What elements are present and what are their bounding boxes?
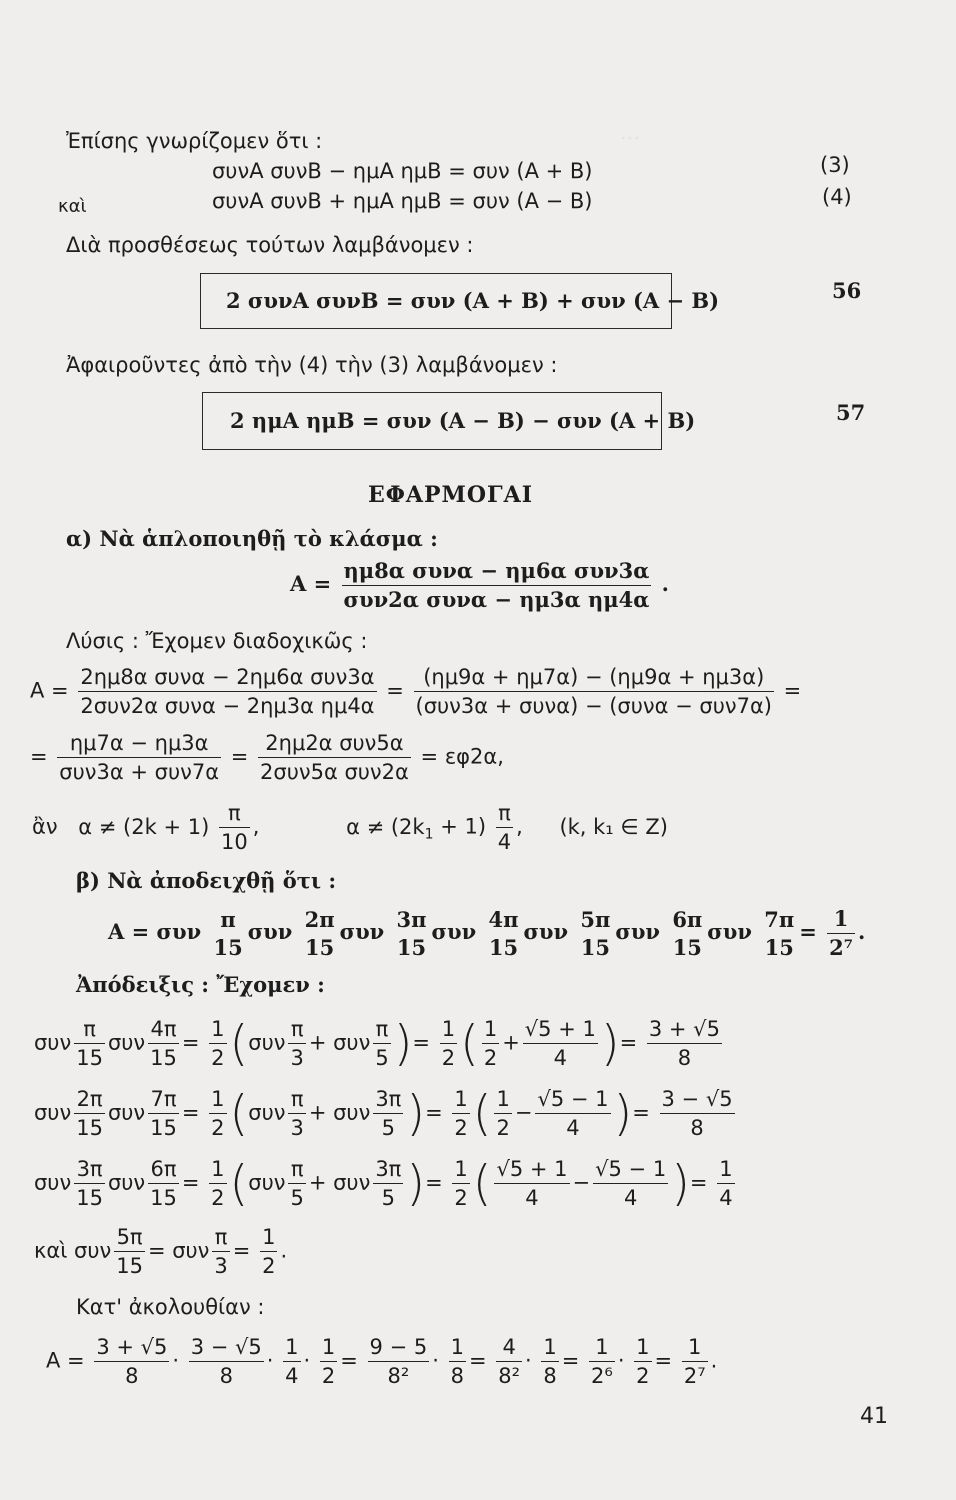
fin-3-den: 4 <box>283 1361 300 1389</box>
s2-rden: 2συν5α συν2α <box>258 757 411 785</box>
pb-frac-3 <box>395 907 429 961</box>
fin-5-den: 8² <box>368 1361 430 1389</box>
r3-g1-num: √5 + 1 <box>496 1157 568 1181</box>
r3-b-n: 6π <box>150 1157 177 1181</box>
r2-res-num: 3 − √5 <box>661 1087 733 1111</box>
r4-res-num: 1 <box>262 1225 276 1249</box>
s1-num: 2ημ8α συνα − 2ημ6α συν3α <box>80 665 375 689</box>
pb-lhs: Α = συν <box>108 919 202 944</box>
conditions: ἂν α ≠ (2k + 1) $\frac{\pi}{10}$ , $\alpha \ne (2k_1 + 1)$ $\frac{\pi}{4}$ , (k, k₁ ∈ Ζ) <box>32 801 668 854</box>
s2-left-fraction <box>57 730 221 785</box>
r2-b-d: 15 <box>148 1113 179 1141</box>
pb-frac-4-d: 15 <box>488 934 519 960</box>
r3-g1-den: 4 <box>494 1183 569 1211</box>
fin-7-den: 8² <box>496 1361 522 1389</box>
cond2-num: π <box>498 801 511 825</box>
fin-6-den: 8 <box>449 1361 466 1389</box>
proof-row-3: συν $\frac{3\pi}{15}$ συν $\frac{6\pi}{15}$ = $\frac{1}{2}$ (συν $\frac{\pi}{5}$ + συν $\frac{3\pi}{5}$ )= $\frac{1}{2}$ ( $\frac{√5 + 1}{4}$ − $\frac{√5 - 1}{4}$ )= $\frac{1}{4}$ <box>34 1155 733 1212</box>
fin-1-num: 3 + √5 <box>96 1335 168 1359</box>
pb-rhs-fraction <box>827 906 855 961</box>
section-title: ΕΦΑΡΜΟΓΑΙ <box>368 482 534 508</box>
r1-b-d: 15 <box>148 1043 179 1071</box>
s1-den: 2συν2α συνα − 2ημ3α ημ4α <box>78 691 376 719</box>
r1-b-n: 4π <box>150 1017 177 1041</box>
fin-11-den: 2⁷ <box>682 1361 708 1389</box>
fin-4-num: 1 <box>321 1335 336 1359</box>
s1-lhs: Α = <box>30 678 69 703</box>
fin-4-den: 2 <box>320 1361 337 1389</box>
r2-g-den: 4 <box>535 1113 610 1141</box>
intro-text: Ἐπίσης γνωρίζομεν ὅτι : <box>66 129 323 153</box>
proof-row-2: συν $\frac{2\pi}{15}$ συν $\frac{7\pi}{15}$ = $\frac{1}{2}$ (συν $\frac{\pi}{3}$ + συν $\frac{3\pi}{5}$ )= $\frac{1}{2}$ ( $\frac{1}{2}$ − $\frac{√5 - 1}{4}$ )= $\frac{3 - √5}{8}$ <box>34 1085 733 1142</box>
s1-rnum: (ημ9α + ημ7α) − (ημ9α + ημ3α) <box>423 665 765 689</box>
r2-e-n: 3π <box>375 1087 402 1111</box>
cond2-den: 4 <box>496 827 513 855</box>
cond1-lhs: α ≠ (2k + 1) <box>78 814 210 839</box>
r3-c-d: 5 <box>288 1183 305 1211</box>
r2-e-d: 5 <box>373 1113 403 1141</box>
cond1-fraction <box>219 800 250 855</box>
equation-3: συνΑ συνΒ − ημΑ ημΒ = συν (Α + Β) <box>212 159 593 183</box>
r1-g-num: √5 + 1 <box>524 1017 596 1041</box>
solution-step-2: = $\frac{\eta\mu 7\alpha - \eta\mu 3\alpha}{\text{συν3α + συν7α}}$ = $\frac{\text{2ημ2α συν5α}}{\text{2συν5α συν2α}}$ = εφ2α, <box>30 731 504 784</box>
r1-res-num: 3 + √5 <box>648 1017 720 1041</box>
fin-10-den: 2 <box>634 1361 651 1389</box>
fin-8-den: 8 <box>541 1361 558 1389</box>
pb-frac-3-n: 3π <box>396 906 427 932</box>
pb-frac-4-n: 4π <box>488 906 519 932</box>
s2-rnum: 2ημ2α συν5α <box>265 731 404 755</box>
r1-f-d: 2 <box>482 1043 499 1071</box>
cond-an: ἂν <box>32 814 58 839</box>
problem-a-label: α) Νὰ ἁπλοποιηθῇ τὸ κλάσμα : <box>66 526 438 551</box>
r1-c-n: π <box>290 1017 304 1041</box>
s2-result: = εφ2α, <box>420 744 504 769</box>
r3-g2-den: 4 <box>593 1183 668 1211</box>
r2-res-den: 8 <box>660 1113 735 1141</box>
r4-kai: καὶ <box>34 1238 68 1263</box>
fin-2-den: 8 <box>189 1361 264 1389</box>
r1-e-d: 5 <box>373 1043 390 1071</box>
pb-rhs-num: 1 <box>833 906 849 931</box>
r4-b-n: π <box>214 1225 228 1249</box>
r1-a-n: π <box>83 1017 96 1041</box>
pb-frac-5 <box>578 907 612 961</box>
cond2-sub: 1 <box>424 826 434 843</box>
r1-c-d: 3 <box>288 1043 305 1071</box>
fin-9-num: 1 <box>595 1335 609 1359</box>
r2-a-n: 2π <box>76 1087 103 1111</box>
equation-4-number: (4) <box>822 185 852 209</box>
problem-b-expression: Α = συν π 15 συν 2π 15 συν 3π 15 συν 4π 15 συν 5π 15 συν 6π 15 συν 7π 15 = $\frac{1}{\text{2⁷}}$ . <box>108 906 866 960</box>
pb-frac-1 <box>211 907 244 961</box>
page-number: 41 <box>860 1404 888 1429</box>
r2-f-n: 1 <box>496 1087 510 1111</box>
fin-8-num: 1 <box>543 1335 557 1359</box>
fin-3-num: 1 <box>285 1335 299 1359</box>
equation-3-number: (3) <box>820 153 850 177</box>
pb-frac-2-d: 15 <box>305 934 335 960</box>
formula-57: 2 ημΑ ημΒ = συν (Α − Β) − συν (Α + Β) <box>230 408 696 433</box>
consequently-label: Κατ' ἀκολουθίαν : <box>76 1295 265 1319</box>
fin-1-den: 8 <box>94 1361 169 1389</box>
r2-c-d: 3 <box>288 1113 305 1141</box>
r2-c-n: π <box>290 1087 304 1111</box>
r2-f-d: 2 <box>494 1113 511 1141</box>
pb-frac-7-n: 7π <box>764 906 795 932</box>
fin-7-num: 4 <box>502 1335 516 1359</box>
r3-e-d: 5 <box>373 1183 403 1211</box>
r3-res-num: 1 <box>719 1157 733 1181</box>
r1-e-n: π <box>375 1017 389 1041</box>
proof-row-1: συν $\frac{\pi}{15}$ συν $\frac{4\pi}{15}$ = $\frac{1}{2}$ (συν $\frac{\pi}{3}$ + συν $\frac{\pi}{5}$ )= $\frac{1}{2}$ ( $\frac{1}{2}$ + $\frac{√5 + 1}{4}$ )= $\frac{3 + √5}{8}$ <box>34 1015 720 1072</box>
problem-a-expression: Α = $\frac{\text{ημ8α συνα − ημ6α συν3α}}{\text{συν2α συνα − ημ3α ημ4α}}$ . <box>290 558 669 612</box>
fin-10-num: 1 <box>636 1335 650 1359</box>
r4-a-n: 5π <box>116 1225 143 1249</box>
formula-57-number: 57 <box>836 400 866 425</box>
r1-a-d: 15 <box>74 1043 105 1071</box>
r4-res-den: 2 <box>260 1251 277 1279</box>
r3-e-n: 3π <box>375 1157 402 1181</box>
r3-a-n: 3π <box>76 1157 103 1181</box>
r2-a-d: 15 <box>74 1113 105 1141</box>
pb-frac-1-d: 15 <box>213 934 243 960</box>
problem-a-lhs: Α = <box>290 571 332 596</box>
problem-b-label: β) Νὰ ἀποδειχθῇ ὅτι : <box>76 868 337 893</box>
r3-c-n: π <box>290 1157 304 1181</box>
s1-left-fraction <box>78 664 376 719</box>
subtracting-text: Ἀφαιροῦντες ἀπὸ τὴν (4) τὴν (3) λαμβάνομεν : <box>66 353 558 377</box>
fin-11-num: 1 <box>688 1335 702 1359</box>
fin-9-den: 2⁶ <box>589 1361 615 1389</box>
bleed-through: … <box>620 120 640 144</box>
s1-rden: (συν3α + συνα) − (συνα − συν7α) <box>414 691 774 719</box>
fin-6-num: 1 <box>450 1335 464 1359</box>
fin-5-num: 9 − 5 <box>369 1335 428 1359</box>
r4-b-d: 3 <box>212 1251 229 1279</box>
pb-rhs-den: 2⁷ <box>829 935 853 960</box>
pb-frac-5-n: 5π <box>580 906 611 932</box>
r3-res-den: 4 <box>717 1183 734 1211</box>
problem-a-num: ημ8α συνα − ημ6α συν3α <box>343 558 650 583</box>
cond2-lhs: α ≠ (2k <box>346 814 425 839</box>
cond2-fraction <box>496 800 513 855</box>
r2-g-num: √5 − 1 <box>537 1087 609 1111</box>
problem-a-fraction <box>342 558 652 613</box>
proof-row-4: καὶ συν $\frac{5\pi}{15}$ = συν $\frac{\pi}{3}$ = $\frac{1}{2}$ . <box>34 1225 288 1278</box>
r3-b-d: 15 <box>148 1183 179 1211</box>
r1-res-den: 8 <box>647 1043 722 1071</box>
r3-g2-num: √5 − 1 <box>595 1157 667 1181</box>
pb-frac-2 <box>303 907 337 961</box>
r1-g-den: 4 <box>523 1043 598 1071</box>
pb-frac-7-d: 15 <box>764 934 794 960</box>
equation-4: συνΑ συνΒ + ημΑ ημΒ = συν (Α − Β) <box>212 189 593 213</box>
pb-frac-6-n: 6π <box>672 906 703 932</box>
pb-frac-4 <box>486 907 520 961</box>
r2-b-n: 7π <box>150 1087 177 1111</box>
cond2-rhs: + 1) <box>440 814 487 839</box>
pb-frac-2-n: 2π <box>304 906 335 932</box>
solution-label: Λύσις : Ἔχομεν διαδοχικῶς : <box>66 629 368 653</box>
r3-a-d: 15 <box>74 1183 105 1211</box>
r1-f-n: 1 <box>483 1017 498 1041</box>
formula-56: 2 συνΑ συνΒ = συν (Α + Β) + συν (Α − Β) <box>226 288 720 313</box>
kai-label: καὶ <box>58 196 87 217</box>
s1-right-fraction <box>414 664 774 719</box>
s2-num: ημ7α − ημ3α <box>69 731 209 755</box>
pb-frac-1-n: π <box>220 906 236 932</box>
cond1-den: 10 <box>219 827 250 855</box>
pb-frac-6 <box>670 907 704 961</box>
r4-a-d: 15 <box>114 1251 145 1279</box>
cond-set: (k, k₁ ∈ Ζ) <box>559 814 668 839</box>
adding-text: Διὰ προσθέσεως τούτων λαμβάνομεν : <box>66 233 474 257</box>
formula-56-number: 56 <box>832 278 862 303</box>
pb-frac-7 <box>762 907 796 961</box>
s2-den: συν3α + συν7α <box>57 757 221 785</box>
final-calculation: Α = $\frac{3 + √5}{8}$ · $\frac{3 - √5}{8}$ · $\frac{1}{4}$ · $\frac{1}{2}$ = $\frac{9 - 5}{\text{8²}}$ · $\frac{1}{8}$ = $\frac{4}{\text{8²}}$ · $\frac{1}{8}$ = $\frac{1}{\text{2⁶}}$ · $\frac{1}{2}$ = $\frac{1}{\text{2⁷}}$ . <box>46 1335 718 1388</box>
pb-frac-6-d: 15 <box>672 934 702 960</box>
pb-frac-3-d: 15 <box>396 934 427 960</box>
fin-2-num: 3 − √5 <box>190 1335 262 1359</box>
problem-a-den: συν2α συνα − ημ3α ημ4α <box>343 587 650 612</box>
pb-frac-5-d: 15 <box>580 934 610 960</box>
solution-step-1: Α = $\frac{\text{2ημ8α συνα − 2ημ6α συν3α}}{\text{2συν2α συνα − 2ημ3α ημ4α}}$ = $\frac{(\eta\mu 9\alpha + \eta\mu 7\alpha) - (\eta\mu 9\alpha + \eta\mu 3\alpha)}{\text{(συν3α + συνα) − (συνα − συν7α)}}$ = <box>30 665 802 718</box>
proof-label: Ἀπόδειξις : Ἔχομεν : <box>76 972 325 997</box>
s2-right-fraction <box>258 730 411 785</box>
cond1-num: π <box>228 801 241 825</box>
